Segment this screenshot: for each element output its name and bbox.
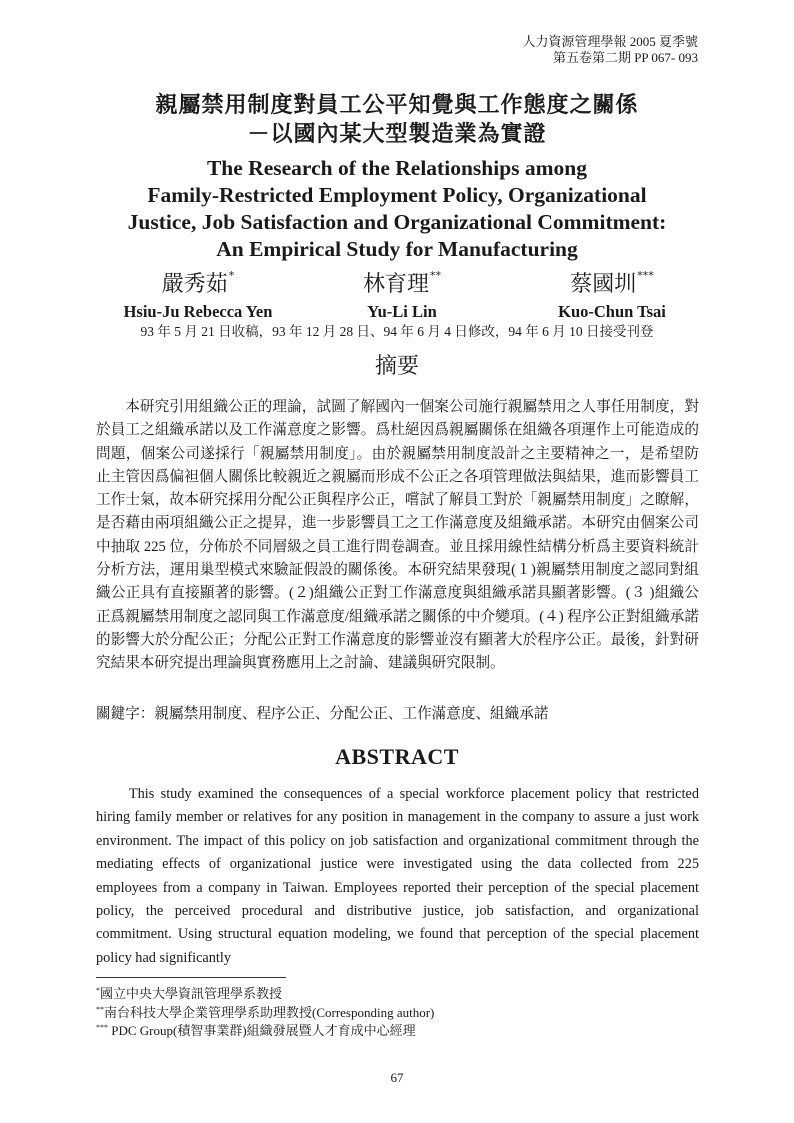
author-1 <box>88 262 308 323</box>
footnote-1-mark: * <box>96 986 100 995</box>
chinese-title-line-2: －以國內某大型製造業為實證 <box>247 121 547 147</box>
english-title-line-4: An Empirical Study for Manufacturing <box>216 237 578 261</box>
author-list <box>0 262 794 322</box>
author-3-mark: *** <box>637 269 654 282</box>
author-1-name-zh: 嚴秀茹 <box>161 272 228 297</box>
english-abstract-heading: ABSTRACT <box>335 744 459 769</box>
english-title-line-2: Family-Restricted Employment Policy, Organizational <box>147 183 647 207</box>
journal-issue-line: 人力資源管理學報 2005 夏季號 <box>522 34 698 49</box>
author-3-name-zh: 蔡國圳 <box>570 272 637 297</box>
chinese-title-line-1: 親屬禁用制度對員工公平知覺與工作態度之關係 <box>155 92 639 118</box>
author-2-name-zh: 林育理 <box>362 272 429 297</box>
author-2 <box>292 262 512 323</box>
chinese-abstract-heading: 摘要 <box>374 354 419 379</box>
footnote-2-text: 南台科技大學企業管理學系助理教授(Corresponding author) <box>104 1004 435 1020</box>
submission-dates: 93 年 5 月 21 日收稿，93 年 12 月 28 日、94 年 6 月 4 日修改，94 年 6 月 10 日接受刊登 <box>140 324 654 339</box>
author-2-name-en: Yu-Li Lin <box>367 302 437 321</box>
author-1-name-en: Hsiu-Ju Rebecca Yen <box>123 302 273 321</box>
author-3 <box>502 262 722 323</box>
page-number: 67 <box>390 1070 404 1085</box>
journal-header <box>522 34 698 66</box>
footnotes <box>96 983 699 1039</box>
english-abstract-body: This study examined the consequences of a special workforce placement policy that restricted hiring family member or relatives for any position in management in the company to assure a just work environment. The impact of this policy on job satisfaction and organizational commitment through the mediating effects of organizational justice were investigated using the data collected from 225 employees from a company in Taiwan. Employees reported their perception of the special placement policy, the perceived procedural and distributive justice, job satisfaction, and organizational commitment. Using structural equation modeling, we found that perception of the special placement policy had significantly <box>96 786 699 966</box>
english-title <box>0 155 794 263</box>
footnote-3 <box>96 1020 699 1039</box>
footnote-1-text: 國立中央大學資訊管理學系教授 <box>100 986 283 1001</box>
journal-volume-line: 第五卷第二期 PP 067- 093 <box>552 50 698 65</box>
author-3-name-en: Kuo-Chun Tsai <box>558 302 666 321</box>
footnote-2 <box>96 1002 699 1021</box>
english-title-line-1: The Research of the Relationships among <box>206 156 588 180</box>
footnote-1 <box>96 983 699 1002</box>
author-1-mark: * <box>228 269 235 282</box>
english-title-line-3: Justice, Job Satisfaction and Organizational Commitment: <box>127 210 667 234</box>
keywords: 關鍵字：親屬禁用制度、程序公正、分配公正、工作滿意度、組織承諾 <box>96 706 549 722</box>
footnote-divider <box>96 977 286 978</box>
chinese-abstract-body: 本研究引用組織公正的理論，試圖了解國內一個案公司施行親屬禁用之人事任用制度，對於員工之組織承諾以及工作滿意度之影響。爲杜絕因爲親屬關係在組織各項運作上可能造成的問題，個案公司遂採行「親屬禁用制度」。由於親屬禁用制度設計之主要精神之一，是希望防止主管因爲偏袒個人關係比較親近之親屬而形成不公正之各項管理做法與結果，進而影響員工工作士氣，故本研究採用分配公正與程序公正，嚐試了解員工對於「親屬禁用制度」之瞭解，是否藉由兩項組織公正之提昇，進一步影響員工之工作滿意度及組織承諾。本研究由個案公司中抽取 225 位，分佈於不同層級之員工進行問卷調查。並且採用線性結構分析爲主要資料統計分析方法，運用巢型模式來驗証假設的關係後。本研究結果發現(１)親屬禁用制度之認同對組織公正具有直接顯著的影響。(２)組織公正對工作滿意度與組織承諾具顯著影響。(３ )組織公正爲親屬禁用制度之認同與工作滿意度/組織承諾之關係的中介變項。(４) 程序公正對組織承諾的影響大於分配公正；分配公正對工作滿意度的影響並沒有顯著大於程序公正。最後，針對研究結果本研究提出理論與實務應用上之討論、建議與研究限制。 <box>96 399 699 672</box>
author-2-mark: ** <box>430 269 441 282</box>
footnote-2-mark: ** <box>96 1004 104 1014</box>
footnote-3-text: PDC Group(積智事業群)組織發展暨人才育成中心經理 <box>108 1023 416 1038</box>
footnote-3-mark: *** <box>96 1023 108 1032</box>
